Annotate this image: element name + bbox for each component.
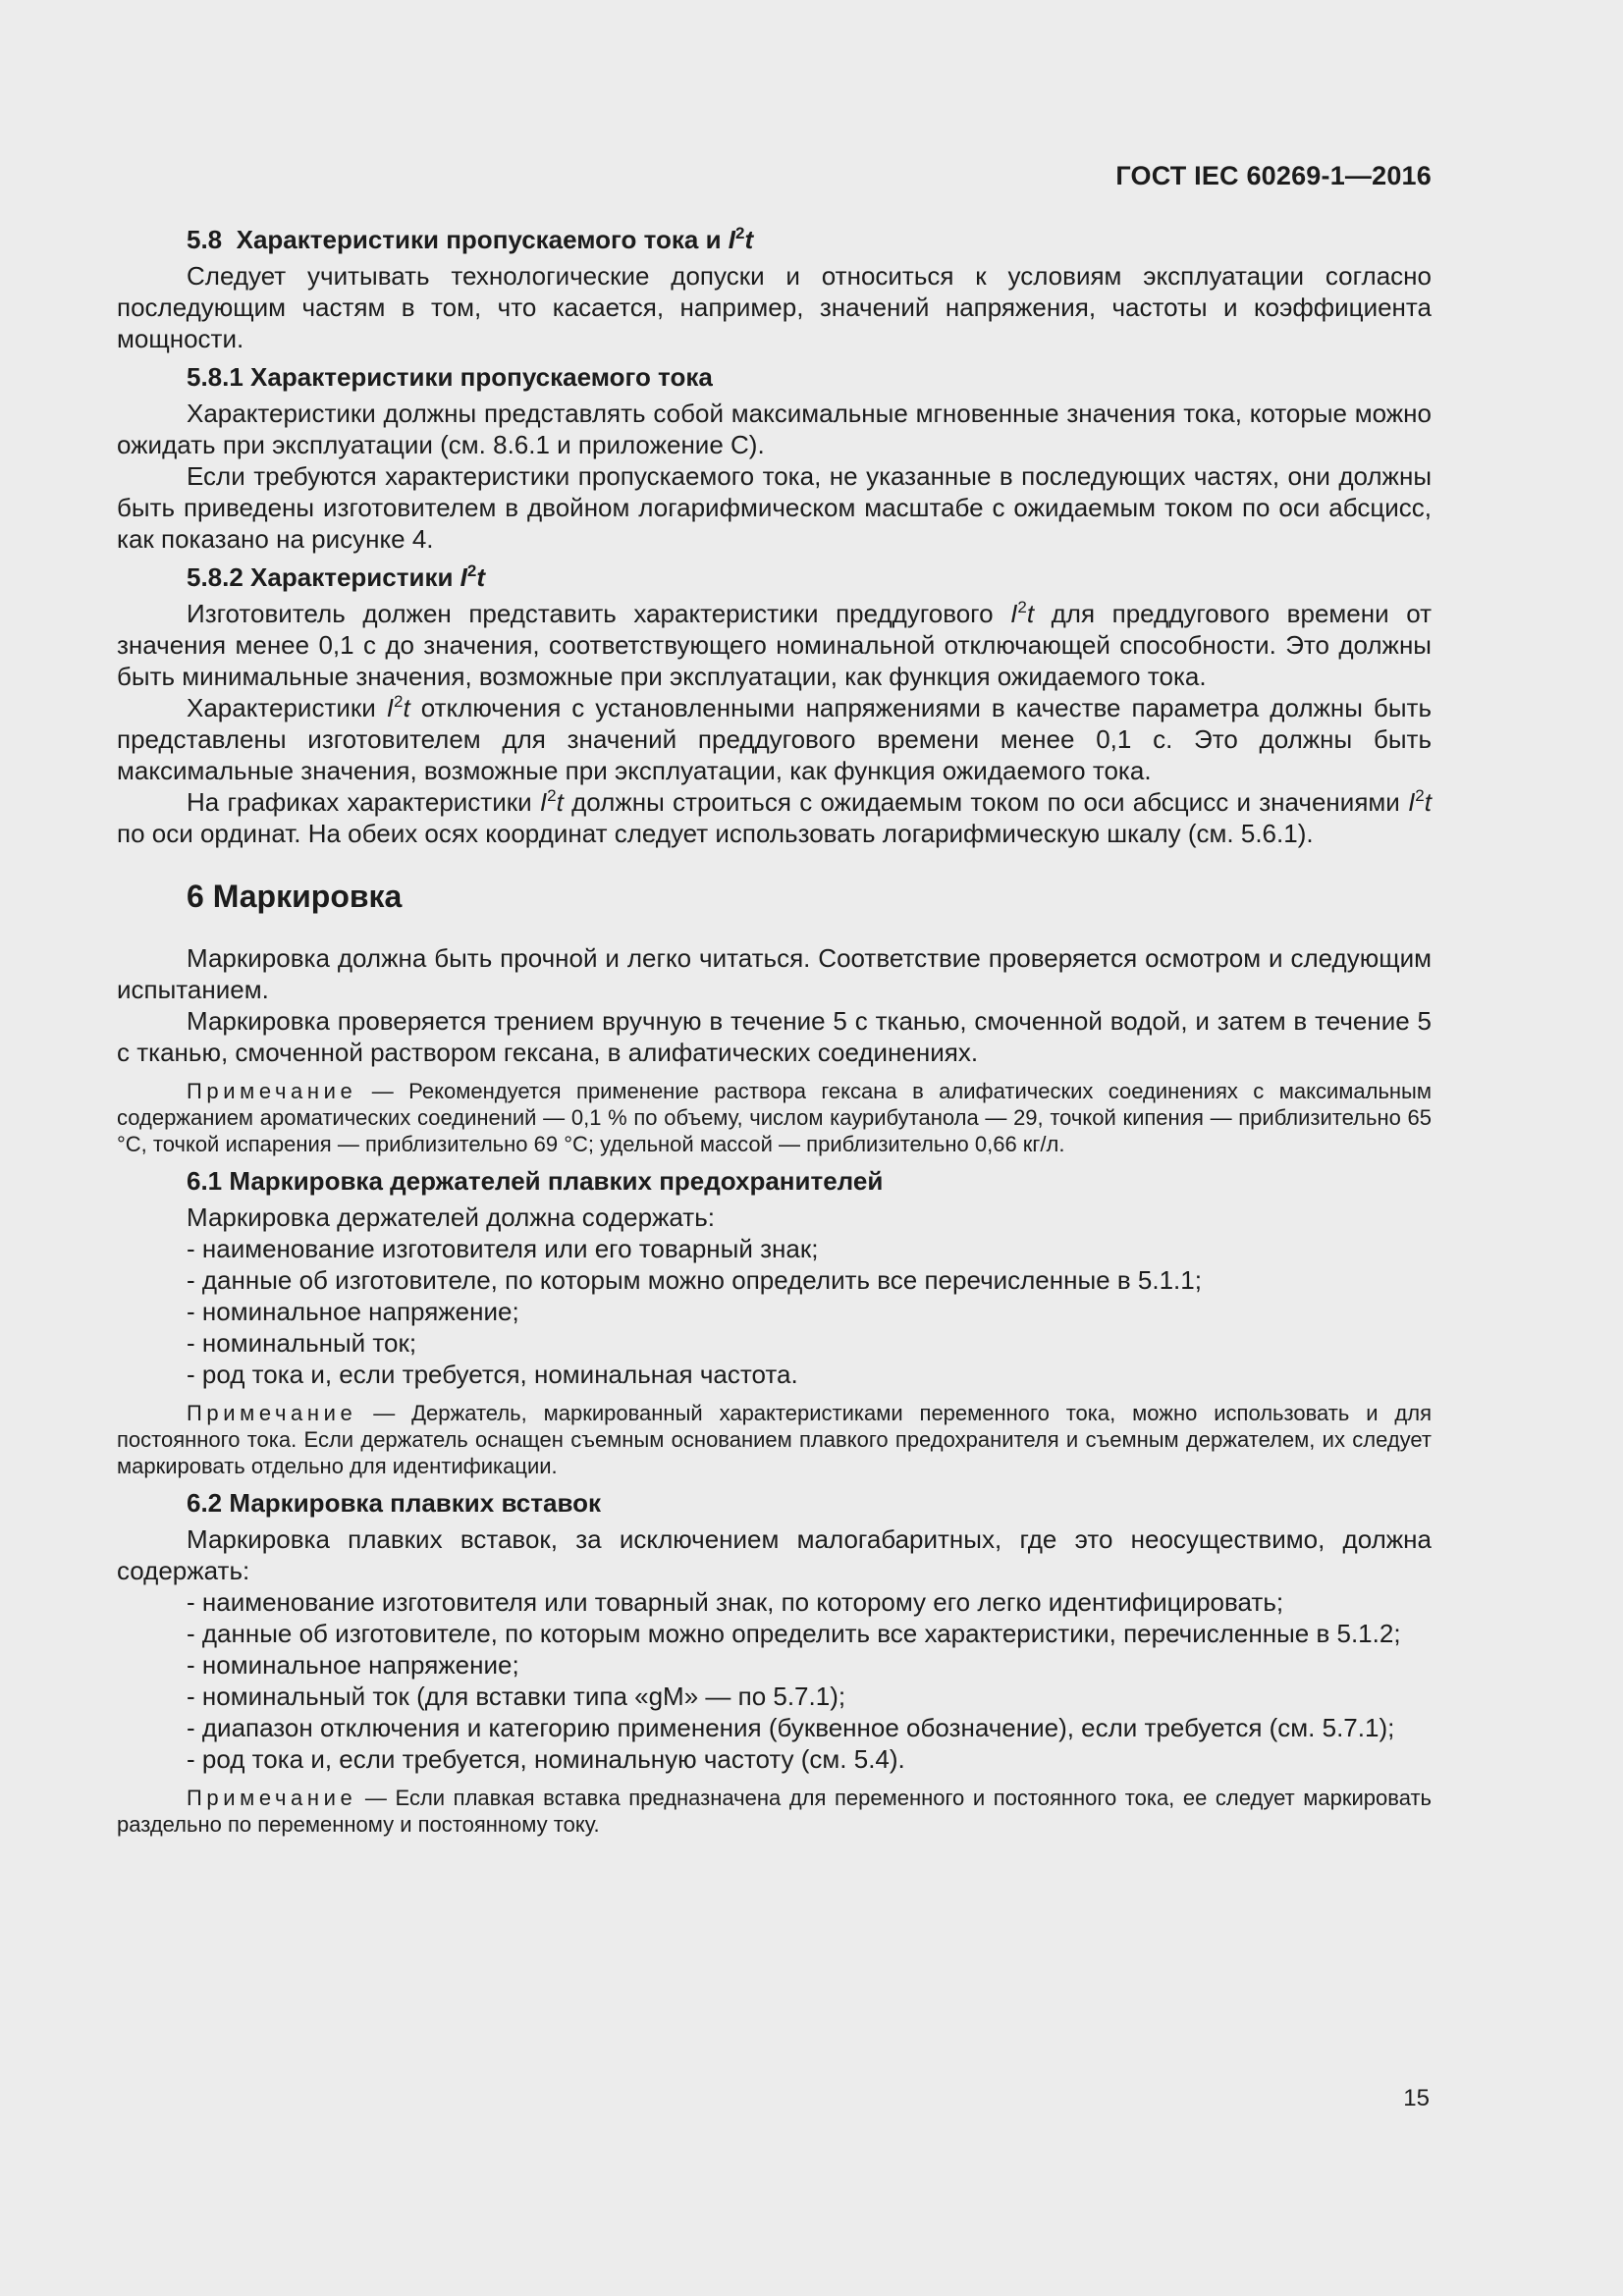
- section-5-8-1-paragraph-1: Характеристики должны представлять собой максимальные мгновенные значения тока, которые можно ожидать при эксплуатации (см. 8.6.1 и приложение С).: [117, 399, 1432, 459]
- page-content: [117, 224, 1432, 1845]
- section-5-8-1-heading: 5.8.1 Характеристики пропускаемого тока: [187, 362, 713, 392]
- note-label: Примечание: [187, 1401, 357, 1425]
- note-label: Примечание: [187, 1079, 357, 1103]
- section-5-8-paragraph: Следует учитывать технологические допуски и относиться к условиям эксплуатации согласно последующим частям в том, что касается, например, значений напряжения, частоты и коэффициента мощности.: [117, 261, 1432, 353]
- section-5-8-2-paragraph-3: На графиках характеристики $I^2t$ должны строиться с ожидаемым током по оси абсцисс и значениями $I^2t$ по оси ординат. На обеих осях координат следует использовать логарифмическую шкалу (см. 5.6.1).: [117, 786, 1432, 848]
- section-6-note: Примечание — Рекомендуется применение раствора гексана в алифатических соединениях с максимальным содержанием ароматических соединений — 0,1 % по объему, числом каурибутанола — 29, точкой кипения — приблизительно 65 °С, точкой испарения — приблизительно 69 °С; удельной массой — приблизительно 0,66 кг/л.: [117, 1079, 1432, 1156]
- list-item: - данные об изготовителе, по которым можно определить все характеристики, перечисленные в 5.1.2;: [187, 1619, 1401, 1648]
- section-6-1-note: Примечание — Держатель, маркированный характеристиками переменного тока, можно использовать и для постоянного тока. Если держатель оснащен съемным основанием плавкого предохранителя и съемным держателем, их следует маркировать отдельно для идентификации.: [117, 1401, 1432, 1478]
- list-item: - род тока и, если требуется, номинальную частоту (см. 5.4).: [187, 1744, 905, 1774]
- section-6-2-intro: Маркировка плавких вставок, за исключением малогабаритных, где это неосуществимо, должна содержать:: [117, 1524, 1432, 1585]
- section-6-1-heading: 6.1 Маркировка держателей плавких предохранителей: [187, 1166, 884, 1196]
- section-5-8-1-paragraph-2: Если требуются характеристики пропускаемого тока, не указанные в последующих частях, они должны быть приведены изготовителем в двойном логарифмическом масштабе с ожидаемым током по оси абсцисс, как показано на рисунке 4.: [117, 461, 1432, 554]
- section-5-8-2-paragraph-2: Характеристики $I^2t$ отключения с установленными напряжениями в качестве параметра должны быть представлены изготовителем для значений преддугового времени менее 0,1 с. Это должны быть максимальные значения, возможные при эксплуатации, как функция ожидаемого тока.: [117, 692, 1432, 785]
- note-label: Примечание: [187, 1786, 357, 1810]
- section-6-paragraph-1: Маркировка должна быть прочной и легко читаться. Соответствие проверяется осмотром и следующим испытанием.: [117, 943, 1432, 1004]
- list-item: - номинальный ток (для вставки типа «gM» — по 5.7.1);: [187, 1682, 846, 1711]
- section-5-8-heading: 5.8 Характеристики пропускаемого тока и $I^2t$: [187, 224, 754, 254]
- section-6-1-intro: Маркировка держателей должна содержать:: [187, 1202, 715, 1232]
- list-item: - диапазон отключения и категорию применения (буквенное обозначение), если требуется (см. 5.7.1);: [187, 1713, 1395, 1742]
- list-item: - наименование изготовителя или его товарный знак;: [187, 1234, 819, 1263]
- section-6-2-note: Примечание — Если плавкая вставка предназначена для переменного и постоянного тока, ее следует маркировать раздельно по переменному и постоянному току.: [117, 1786, 1432, 1837]
- list-item: - род тока и, если требуется, номинальная частота.: [187, 1360, 798, 1389]
- list-item: - номинальный ток;: [187, 1328, 417, 1358]
- section-6-heading: 6 Маркировка: [187, 879, 403, 914]
- document-code-header: ГОСТ IEC 60269-1—2016: [1115, 161, 1432, 190]
- section-6-2-heading: 6.2 Маркировка плавких вставок: [187, 1488, 601, 1518]
- list-item: - номинальное напряжение;: [187, 1297, 519, 1326]
- section-5-8-2-heading: 5.8.2 Характеристики $I^2t$: [187, 561, 486, 592]
- list-item: - номинальное напряжение;: [187, 1650, 519, 1680]
- list-item: - наименование изготовителя или товарный знак, по которому его легко идентифицировать;: [187, 1587, 1284, 1617]
- section-5-8-2-paragraph-1: Изготовитель должен представить характеристики преддугового $I^2t$ для преддугового времени от значения менее 0,1 с до значения, соответствующего номинальной отключающей способности. Это должны быть минимальные значения, возможные при эксплуатации, как функция ожидаемого тока.: [117, 598, 1432, 691]
- section-6-paragraph-2: Маркировка проверяется трением вручную в течение 5 с тканью, смоченной водой, и затем в течение 5 с тканью, смоченной раствором гексана, в алифатических соединениях.: [117, 1006, 1432, 1067]
- page-number: 15: [1403, 2085, 1430, 2111]
- list-item: - данные об изготовителе, по которым можно определить все перечисленные в 5.1.1;: [187, 1265, 1202, 1295]
